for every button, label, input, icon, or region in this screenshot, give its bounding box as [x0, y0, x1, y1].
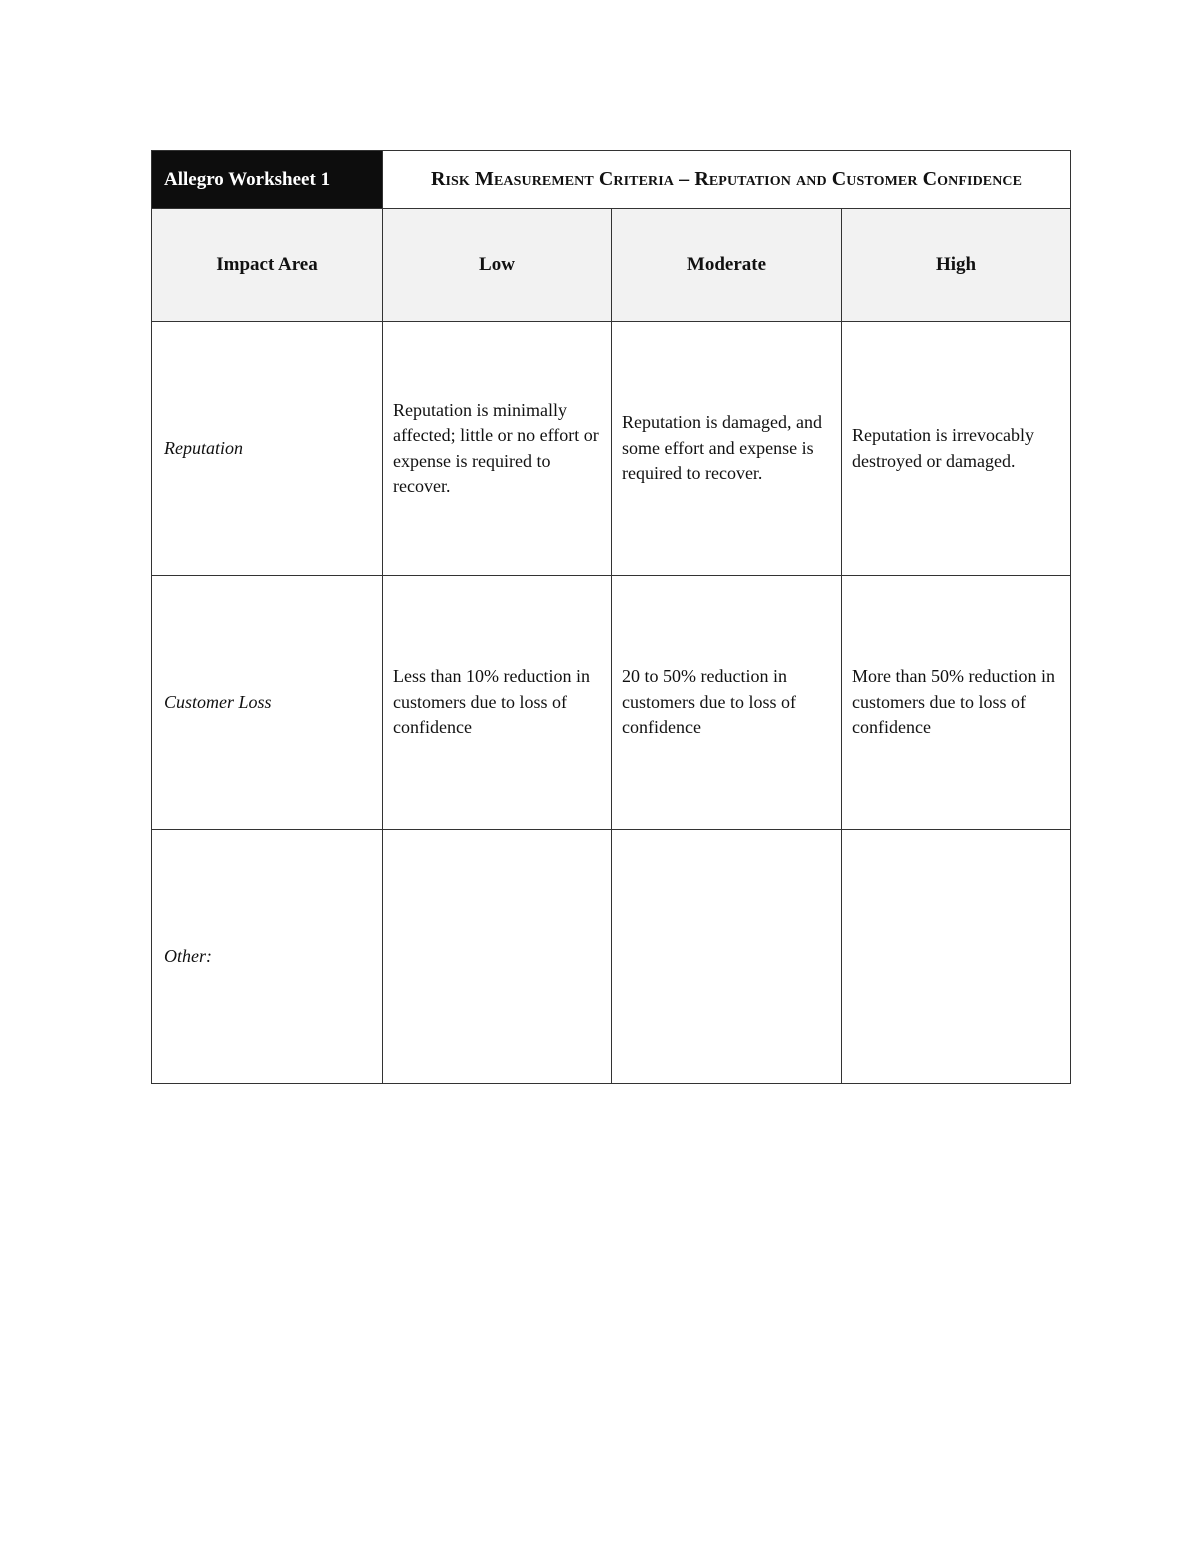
- impact-area-cell: Reputation: [152, 322, 383, 576]
- header-high: High: [842, 209, 1071, 322]
- low-criteria-cell[interactable]: [383, 830, 612, 1084]
- low-criteria-cell[interactable]: Less than 10% reduction in customers due to loss of confidence: [383, 576, 612, 830]
- low-criteria-cell[interactable]: Reputation is minimally affected; little or no effort or expense is required to recover.: [383, 322, 612, 576]
- moderate-criteria-cell[interactable]: 20 to 50% reduction in customers due to loss of confidence: [612, 576, 842, 830]
- column-header-row: [152, 209, 1071, 322]
- header-moderate: Moderate: [612, 209, 842, 322]
- impact-area-cell: Other:: [152, 830, 383, 1084]
- risk-criteria-table: [151, 150, 1071, 1084]
- table-row-reputation: [152, 322, 1071, 576]
- moderate-criteria-cell[interactable]: Reputation is damaged, and some effort and expense is required to recover.: [612, 322, 842, 576]
- table-row-other: [152, 830, 1071, 1084]
- high-criteria-cell[interactable]: Reputation is irrevocably destroyed or damaged.: [842, 322, 1071, 576]
- high-criteria-cell[interactable]: [842, 830, 1071, 1084]
- worksheet-title: Risk Measurement Criteria – Reputation and Customer Confidence: [383, 151, 1071, 209]
- moderate-criteria-cell[interactable]: [612, 830, 842, 1084]
- header-impact-area: Impact Area: [152, 209, 383, 322]
- table-row-customer-loss: [152, 576, 1071, 830]
- impact-area-cell: Customer Loss: [152, 576, 383, 830]
- title-row: [152, 151, 1071, 209]
- high-criteria-cell[interactable]: More than 50% reduction in customers due to loss of confidence: [842, 576, 1071, 830]
- worksheet-label: Allegro Worksheet 1: [152, 151, 383, 209]
- header-low: Low: [383, 209, 612, 322]
